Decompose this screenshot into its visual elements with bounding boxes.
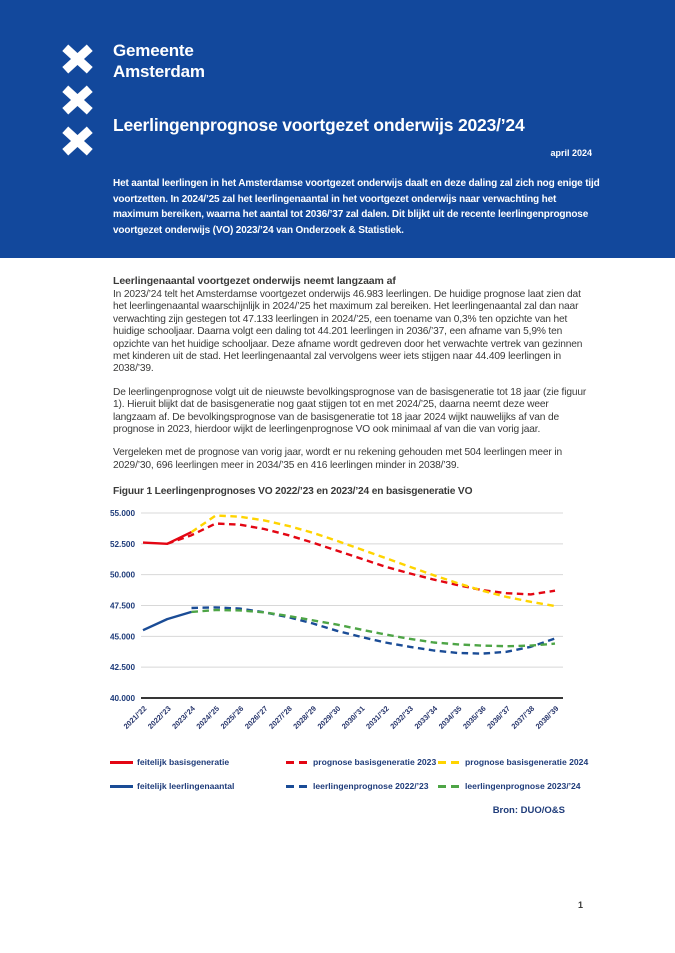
brand-line1: Gemeente <box>113 41 194 60</box>
solid-line-sample-icon <box>110 761 133 764</box>
x-tick-label: 2035/’36 <box>460 704 488 732</box>
x-tick-label: 2037/’38 <box>509 704 537 732</box>
source-note: Bron: DUO/O&S <box>492 805 565 817</box>
y-tick-label: 40.000 <box>109 694 135 704</box>
x-tick-label: 2032/’33 <box>388 704 416 732</box>
y-tick-label: 42.500 <box>109 663 135 673</box>
brand-name <box>113 40 205 82</box>
x-cross-icon <box>61 85 94 115</box>
legend-label: prognose basisgeneratie 2023 <box>313 757 437 768</box>
page-number: 1 <box>577 900 583 910</box>
y-tick-label: 55.000 <box>109 509 135 519</box>
dashed-line-sample-icon <box>286 785 309 788</box>
brand-line2: Amsterdam <box>113 62 205 81</box>
series-line-5 <box>192 610 556 646</box>
legend-label: feitelijk leerlingenaantal <box>137 781 235 792</box>
x-tick-label: 2021/’22 <box>121 704 149 732</box>
figure-chart-svg <box>101 501 571 751</box>
dashed-line-sample-icon <box>438 785 461 788</box>
legend-label: leerlingenprognose 2022/’23 <box>313 781 429 792</box>
x-tick-label: 2029/’30 <box>315 704 343 732</box>
section-heading: Leerlingenaantal voortgezet onderwijs neemt langzaam af <box>113 275 396 287</box>
legend-label: feitelijk basisgeneratie <box>137 757 230 768</box>
body-paragraph-1: In 2023/’24 telt het Amsterdamse voortgezet onderwijs 46.983 leerlingen. De huidige prognose laat zien dat het leerlingenaantal waarschijnlijk in 2024/’25 het maximum zal bereiken. Het leerlingenaantal zal dan naar verwachting zijn gestegen tot 47.133 leerlingen in 2024/’25, een toename van 0,3% ten opzichte van het huidige schooljaar. Daarna volgt een daling tot 44.201 leerlingen in 2036/’37, een afname van 5,9% ten opzichte van het huidige schooljaar. Deze afname wordt gedreven door het verwachte vertrek van gezinnen met kinderen uit de stad. Het leerlingenaantal zal vervolgens weer iets stijgen naar 44.409 leerlingen in 2038/’39. <box>113 289 583 375</box>
figure-caption: Figuur 1 Leerlingenprognoses VO 2022/’23 en 2023/’24 en basisgeneratie VO <box>113 486 473 498</box>
x-cross-icon <box>61 126 94 156</box>
dashed-line-sample-icon <box>286 761 309 764</box>
series-line-1 <box>167 524 555 595</box>
x-tick-label: 2030/’31 <box>339 704 367 732</box>
legend-label: prognose basisgeneratie 2024 <box>465 757 589 768</box>
x-tick-label: 2033/’34 <box>412 704 440 732</box>
x-tick-label: 2036/’37 <box>485 704 512 732</box>
x-tick-label: 2026/’27 <box>242 704 270 732</box>
legend-item-4 <box>286 781 438 791</box>
series-line-0 <box>143 532 192 544</box>
x-tick-label: 2031/’32 <box>364 704 391 732</box>
report-header <box>0 0 675 258</box>
legend-item-2 <box>438 757 592 767</box>
publication-date: april 2024 <box>550 148 592 158</box>
page-title: Leerlingenprognose voortgezet onderwijs 2023/’24 <box>113 115 525 135</box>
legend-item-5 <box>438 781 592 791</box>
y-tick-label: 45.000 <box>109 632 135 642</box>
intro-summary: Het aantal leerlingen in het Amsterdamse voortgezet onderwijs daalt en deze daling zal zich nog enige tijd voortzetten. In 2024/’25 zal het leerlingenaantal in het voortgezet onderwijs naar verwachting het maximum bereiken, waarna het aantal tot 2036/’37 zal dalen. Dit blijkt uit de recente leerlingenprognose voortgezet onderwijs (VO) 2023/’24 van Onderzoek & Statistiek. <box>113 178 600 236</box>
y-tick-label: 47.500 <box>109 601 135 611</box>
y-tick-label: 50.000 <box>109 570 135 580</box>
legend-item-1 <box>286 757 438 767</box>
body-paragraph-2: De leerlingenprognose volgt uit de nieuwste bevolkingsprognose van de basisgeneratie tot 18 jaar (zie figuur 1). Hieruit blijkt dat de basisgeneratie nog gaat stijgen tot en met 2024/’25, daarna neemt deze weer langzaam af. De bevolkingsprognose van de basisgeneratie tot 18 jaar 2024 wijkt nauwelijks af van de prognose in 2023, hierdoor wijkt de leerlingenprognose VO ook minimaal af van die van vorig jaar. <box>113 386 587 436</box>
x-cross-icon <box>61 44 94 74</box>
figure-chart <box>101 501 592 751</box>
x-tick-label: 2022/’23 <box>145 704 173 732</box>
x-tick-label: 2034/’35 <box>436 704 464 732</box>
legend-item-3 <box>110 781 286 791</box>
y-tick-label: 52.500 <box>109 540 135 550</box>
x-tick-label: 2028/’29 <box>291 704 319 732</box>
solid-line-sample-icon <box>110 785 133 788</box>
dashed-line-sample-icon <box>438 761 461 764</box>
x-tick-label: 2023/’24 <box>170 704 197 732</box>
report-body <box>0 258 675 816</box>
x-tick-label: 2027/’28 <box>267 704 294 732</box>
x-tick-label: 2025/’26 <box>218 704 246 732</box>
legend-label: leerlingenprognose 2023/’24 <box>465 781 581 792</box>
amsterdam-triple-x-logo-icon <box>61 44 94 156</box>
chart-legend <box>110 757 592 791</box>
body-paragraph-3: Vergeleken met de prognose van vorig jaar, wordt er nu rekening gehouden met 504 leerlingen meer in 2029/’30, 696 leerlingen meer in 2034/’35 en 416 leerlingen minder in 2038/’39. <box>113 447 562 471</box>
x-tick-label: 2038/’39 <box>533 704 561 732</box>
series-line-3 <box>143 612 192 630</box>
legend-item-0 <box>110 757 286 767</box>
x-tick-label: 2024/’25 <box>194 704 222 732</box>
